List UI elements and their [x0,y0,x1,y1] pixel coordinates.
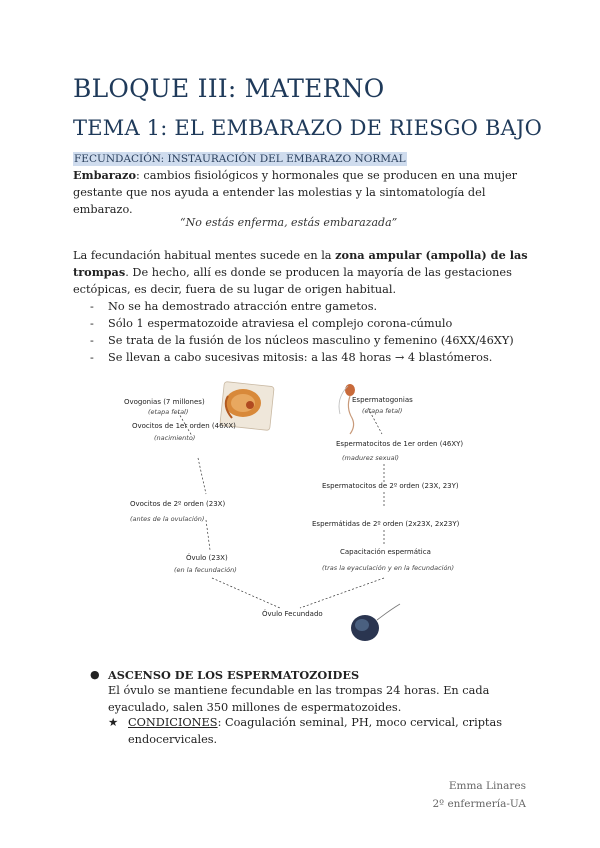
condiciones-text: : Coagulación seminal, PH, moco cervical, criptas endocervicales. [128,716,502,746]
sub-ovogonias: (etapa fetal) [148,408,189,416]
sub-ovocito2: (antes de la ovulación) [130,515,205,523]
fecundacion-list [90,298,530,366]
section-heading: FECUNDACIÓN: INSTAURACIÓN DEL EMBARAZO NORMAL [74,153,406,165]
label-ovocito1: Ovocitos de 1er orden (46XX) [132,422,236,430]
condiciones-label: CONDICIONES [128,716,218,729]
male-arrows [300,408,384,608]
ascenso-text: El óvulo se mantiene fecundable en las trompas 24 horas. En cada eyaculado, salen 350 millones de espermatozoides. [108,684,490,714]
condiciones-line [108,714,528,748]
list-item: - Se trata de la fusión de los núcleos masculino y femenino (46XX/46XY) [90,332,530,349]
star-bullet-icon: ★ [108,716,119,729]
sub-ovulo: (en la fecundación) [174,566,237,574]
list-item: - Sólo 1 espermatozoide atraviesa el complejo corona-cúmulo [90,315,530,332]
fecundacion-text-a: La fecundación habitual mentes sucede en la [73,249,336,262]
sub-capacitacion: (tras la eyaculación y en la fecundación) [322,564,455,572]
sub-espermatogonias: (etapa fetal) [362,407,403,415]
label-ovocito2: Ovocitos de 2º orden (23X) [130,500,226,508]
label-espermatocito1: Espermatocitos de 1er orden (46XY) [336,440,464,448]
fertilized-egg-illustration [351,604,400,641]
label-ovogonias: Ovogonias (7 millones) [124,398,205,406]
label-espermatocito2: Espermatocitos de 2º orden (23X, 23Y) [322,482,459,490]
sub-ovocito1: (nacimiento) [154,434,196,442]
label-ovulo-fecundado: Óvulo Fecundado [262,610,323,618]
label-espermatogonias: Espermatogonias [352,396,413,404]
label-espermatidas: Espermátidas de 2º orden (2x23X, 2x23Y) [312,520,460,528]
label-ovulo: Óvulo (23X) [186,554,228,562]
fecundacion-paragraph [73,247,533,298]
bullet-dot-icon: ● [90,668,100,681]
diagram-graphics [100,378,520,648]
embarazo-definition [73,167,533,218]
sub-espermatocito1: (madurez sexual) [342,454,399,462]
document-title: BLOQUE III: MATERNO [73,74,385,103]
quote: “No estás enferma, estás embarazada” [180,216,398,229]
list-item: - Se llevan a cabo sucesivas mitosis: a las 48 horas → 4 blastómeros. [90,349,530,366]
embarazo-term: Embarazo [73,168,137,182]
embarazo-def-text: : cambios fisiológicos y hormonales que se producen en una mujer gestante que nos ayuda a entender las molestias y la sintomatología del embarazo. [73,169,518,216]
ascenso-heading: ASCENSO DE LOS ESPERMATOZOIDES [108,668,360,682]
gametogenesis-diagram [100,378,520,648]
label-capacitacion: Capacitación espermática [340,548,431,556]
fecundacion-bold: zona ampular (ampolla) de las trompas [73,248,528,279]
topic-title: TEMA 1: EL EMBARAZO DE RIESGO BAJO [73,116,542,140]
fecundacion-text-b: . De hecho, allí es donde se producen la mayoría de las gestaciones ectópicas, es decir, fuera de su lugar de origen habitual. [73,266,512,296]
list-item: - No se ha demostrado atracción entre gametos. [90,298,530,315]
footer-author: Emma Linares [448,780,526,792]
footer-course: 2º enfermería-UA [432,798,526,810]
sperm-illustration [339,384,355,434]
